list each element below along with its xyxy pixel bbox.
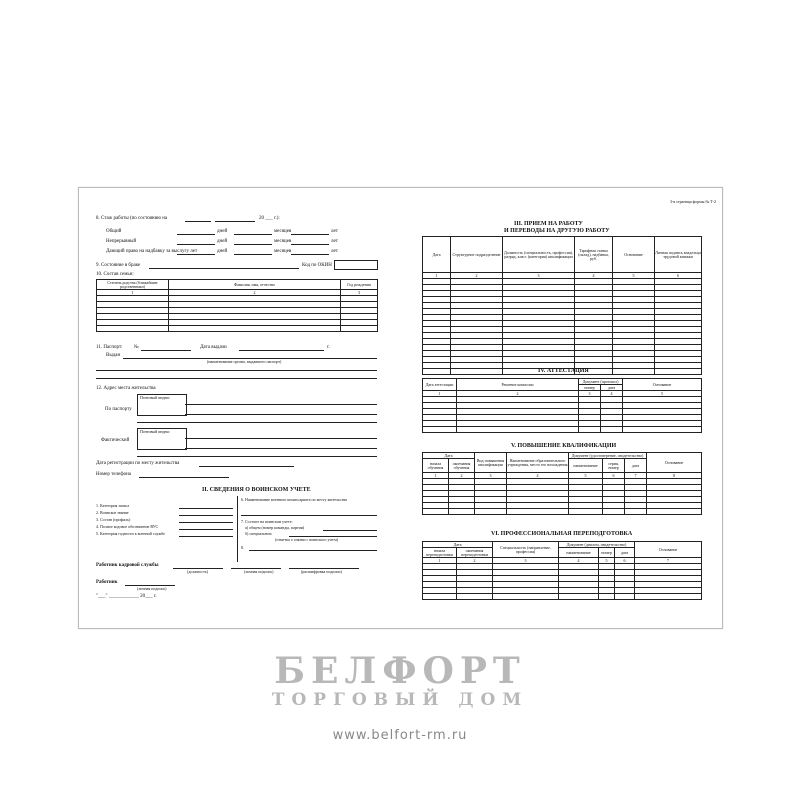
military-title: II. СВЕДЕНИЯ О ВОИНСКОМ УЧЕТЕ <box>202 487 311 493</box>
postcode-label: Почтовый индекс <box>140 395 170 400</box>
qual-sub-date: дата <box>625 459 647 473</box>
stage-row-label: Непрерывный <box>106 239 137 244</box>
family-label: 10. Состав семьи: <box>96 272 134 277</box>
qual-sub-end: окончания обучения <box>449 459 475 473</box>
qualification-table <box>422 452 702 515</box>
qual-col-institution: Наименование образовательного учреждения, место его нахождения <box>507 453 569 473</box>
stage-row-line <box>234 254 272 255</box>
caption-position: (должность) <box>187 569 208 574</box>
military-item-line <box>179 508 233 509</box>
att-row-cell <box>601 427 623 433</box>
hiring-col-header: Дата <box>423 237 451 273</box>
col-number: 4 <box>559 558 599 564</box>
hiring-cell <box>423 369 451 375</box>
family-num: 3 <box>341 290 378 296</box>
col-number: 1 <box>423 558 457 564</box>
retr-row-cell <box>615 594 635 600</box>
stage-row-line <box>177 234 215 235</box>
address-label: 12. Адрес места жительства <box>96 386 156 391</box>
col-number: 5 <box>569 473 603 479</box>
retr-col-basis: Основание <box>635 542 702 558</box>
by-passport-label: По паспорту <box>105 407 132 412</box>
stage-row-unit: дней <box>217 249 228 254</box>
caption-signature: (личная подпись) <box>244 569 274 574</box>
stage-row-unit: лет <box>331 249 338 254</box>
col-number: 4 <box>601 391 623 397</box>
military-item-line <box>179 536 233 537</box>
hiring-col-header: Должность (специальность, профессия), разряд, класс (категория) квалификации <box>503 237 575 273</box>
stage-row-label: Дающий право на надбавку за выслугу лет <box>106 249 198 254</box>
retr-col-doc: Документ (диплом, свидетельство) <box>559 542 635 548</box>
att-col-basis: Основание <box>623 379 702 391</box>
retr-sub-start: начала переподготовки <box>423 548 457 558</box>
qual-sub-series: серия, номер <box>603 459 625 473</box>
att-row-cell <box>457 427 579 433</box>
col-number: 3 <box>579 391 601 397</box>
stage-row-unit: лет <box>331 229 338 234</box>
retr-row-cell <box>559 594 599 600</box>
sec6-title: VI. ПРОФЕССИОНАЛЬНАЯ ПЕРЕПОДГОТОВКА <box>491 531 633 537</box>
family-col-relation: Степень родства (ближайшие родственники) <box>97 280 169 290</box>
att-sub-number: номер <box>579 385 601 391</box>
hiring-table <box>422 236 702 375</box>
col-number: 2 <box>457 558 493 564</box>
stage-row-line <box>234 234 272 235</box>
col-number: 5 <box>599 558 615 564</box>
issued-by-caption: (наименование органа, выдавшего паспорт) <box>207 359 282 364</box>
sec5-title: V. ПОВЫШЕНИЕ КВАЛИФИКАЦИИ <box>511 443 617 449</box>
hiring-cell <box>655 369 702 375</box>
attestation-table <box>422 378 702 433</box>
hiring-cell <box>451 369 503 375</box>
col-number: 6 <box>615 558 635 564</box>
retr-row-cell <box>423 594 457 600</box>
family-col-year: Год рождения <box>341 280 378 290</box>
military-item: 2. Воинское звание <box>96 510 129 515</box>
military-registered: 7. Состоит на воинском учете: <box>241 519 293 524</box>
att-sub-date: дата <box>601 385 623 391</box>
stage-heading-tail: 20 ___ г.): <box>259 216 280 221</box>
brand-url[interactable]: www.belfort-rm.ru <box>332 728 468 743</box>
postcode-label: Почтовый индекс <box>140 429 170 434</box>
hiring-col-number: 1 <box>423 273 451 279</box>
qual-row-cell <box>625 509 647 515</box>
military-item-line <box>179 522 233 523</box>
att-row <box>423 427 702 433</box>
military-item: 5. Категория годности к военной службе <box>96 531 165 536</box>
col-number: 3 <box>493 558 559 564</box>
qual-row <box>423 509 702 515</box>
stage-heading: 8. Стаж работы (по состоянию на <box>96 216 168 221</box>
att-row-cell <box>579 427 601 433</box>
family-num: 2 <box>169 290 341 296</box>
stage-row-unit: лет <box>331 239 338 244</box>
att-col-decision: Решение комиссии <box>457 379 579 391</box>
col-number: 6 <box>603 473 625 479</box>
qual-row-cell <box>603 509 625 515</box>
stage-row-line <box>291 254 329 255</box>
retr-row-cell <box>635 594 702 600</box>
family-col-name: Фамилия, имя, отчество <box>169 280 341 290</box>
stage-row-unit: месяцев <box>274 249 292 254</box>
retr-row-cell <box>493 594 559 600</box>
family-table <box>96 279 378 332</box>
att-row-cell <box>623 427 702 433</box>
military-special: б) специальном <box>245 531 272 536</box>
marital-label: 9. Состояние в браке <box>96 263 141 268</box>
col-number: 2 <box>457 391 579 397</box>
caption-decode: (расшифровка подписи) <box>301 569 342 574</box>
stage-row-line <box>177 244 215 245</box>
retraining-table <box>422 541 702 600</box>
hiring-col-header: Структурное подразделение <box>451 237 503 273</box>
hiring-col-number: 6 <box>655 273 702 279</box>
corner-note: 3-я страница формы № Т-2 <box>669 199 716 204</box>
hiring-col-header: Основание <box>613 237 655 273</box>
military-item: 1. Категория запаса <box>96 503 130 508</box>
retr-row <box>423 594 702 600</box>
col-number: 1 <box>423 391 457 397</box>
qual-col-doc: Документ (удостоверение, свидетельство) <box>569 453 647 459</box>
att-row-cell <box>423 427 457 433</box>
passport-year-label: г. <box>327 345 330 350</box>
qual-col-date: Дата <box>423 453 475 459</box>
stage-row-unit: месяцев <box>274 239 292 244</box>
hiring-col-number: 4 <box>575 273 613 279</box>
employee-label: Работник <box>96 580 118 585</box>
col-number: 7 <box>635 558 702 564</box>
phone-label: Номер телефона <box>96 472 131 477</box>
hr-worker-label: Работник кадровой службы <box>96 563 159 568</box>
stage-row-line <box>234 244 272 245</box>
qual-row-cell <box>449 509 475 515</box>
qual-row-cell <box>647 509 702 515</box>
caption-personal: (личная подпись) <box>137 586 167 591</box>
retr-col-spec: Специальность (направление, профессия) <box>493 542 559 558</box>
actual-address-label: Фактический <box>101 438 130 443</box>
qual-row-cell <box>569 509 603 515</box>
hiring-col-header: Личная подпись владельца трудовой книжки <box>655 237 702 273</box>
sec3-title-1: III. ПРИЕМ НА РАБОТУ <box>514 221 583 227</box>
form-page <box>78 187 723 629</box>
stage-row-unit: дней <box>217 229 228 234</box>
retr-sub-end: окончания переподготовки <box>457 548 493 558</box>
col-number: 4 <box>507 473 569 479</box>
passport-date-label: Дата выдачи <box>200 345 227 350</box>
stage-row-line <box>291 234 329 235</box>
sec3-title-2: И ПЕРЕВОДЫ НА ДРУГУЮ РАБОТУ <box>504 228 610 234</box>
family-num: 1 <box>97 290 169 296</box>
retr-row-cell <box>457 594 493 600</box>
qual-row-cell <box>423 509 449 515</box>
col-number: 7 <box>625 473 647 479</box>
retr-col-date: Дата <box>423 542 493 548</box>
stage-row-label: Общий <box>106 229 122 234</box>
stage-row-unit: месяцев <box>274 229 292 234</box>
okin-label: Код по ОКИН <box>302 263 332 268</box>
reg-date-label: Дата регистрации по месту жительства <box>96 461 180 466</box>
military-commissariat: 6. Наименование военного комиссариата по месту жительства <box>241 497 347 502</box>
hiring-col-number: 3 <box>503 273 575 279</box>
military-caption: (отметка о снятии с воинского учета) <box>275 537 339 542</box>
col-number: 5 <box>623 391 702 397</box>
att-col-date: Дата аттестации <box>423 379 457 391</box>
passport-no-label: № <box>134 345 139 350</box>
col-number: 3 <box>475 473 507 479</box>
hiring-col-number: 5 <box>613 273 655 279</box>
hiring-col-header: Тарифная ставка (оклад), надбавка, руб. <box>575 237 613 273</box>
col-number: 1 <box>423 473 449 479</box>
military-general: а) общем (номер команды, партии) <box>245 525 305 530</box>
issued-by-label: Выдан <box>106 353 121 358</box>
qual-sub-name: наименование <box>569 459 603 473</box>
qual-row-cell <box>475 509 507 515</box>
military-item-line <box>179 529 233 530</box>
stage-row-unit: дней <box>217 239 228 244</box>
retr-sub-date: дата <box>615 548 635 558</box>
qual-sub-start: начала обучения <box>423 459 449 473</box>
hiring-cell <box>613 369 655 375</box>
hiring-header-row <box>423 237 702 273</box>
qual-row-cell <box>507 509 569 515</box>
col-number: 8 <box>647 473 702 479</box>
date-line: "___" ____________ 20___ г. <box>96 594 157 599</box>
passport-label: 11. Паспорт: <box>96 345 123 350</box>
military-eight: 8. <box>241 545 244 550</box>
sec4-title: IV. АТТЕСТАЦИЯ <box>538 368 589 374</box>
retr-sub-number: номер <box>599 548 615 558</box>
hiring-col-number: 2 <box>451 273 503 279</box>
stage-row-line <box>177 254 215 255</box>
brand-subtitle: ТОРГОВЫЙ ДОМ <box>271 690 529 710</box>
military-item: 3. Состав (профиль) <box>96 517 131 522</box>
qual-col-basis: Основание <box>647 453 702 473</box>
qual-col-kind: Вид повышения квалификации <box>475 453 507 473</box>
okin-box <box>334 260 378 270</box>
military-item: 4. Полное кодовое обозначение ВУС <box>96 524 159 529</box>
retr-row-cell <box>599 594 615 600</box>
military-item-line <box>179 515 233 516</box>
col-number: 2 <box>449 473 475 479</box>
retr-sub-name: наименование <box>559 548 599 558</box>
att-col-doc: Документ (протокол) <box>579 379 623 385</box>
stage-row-line <box>291 244 329 245</box>
brand-logo: БЕЛФОРТ <box>274 650 526 692</box>
